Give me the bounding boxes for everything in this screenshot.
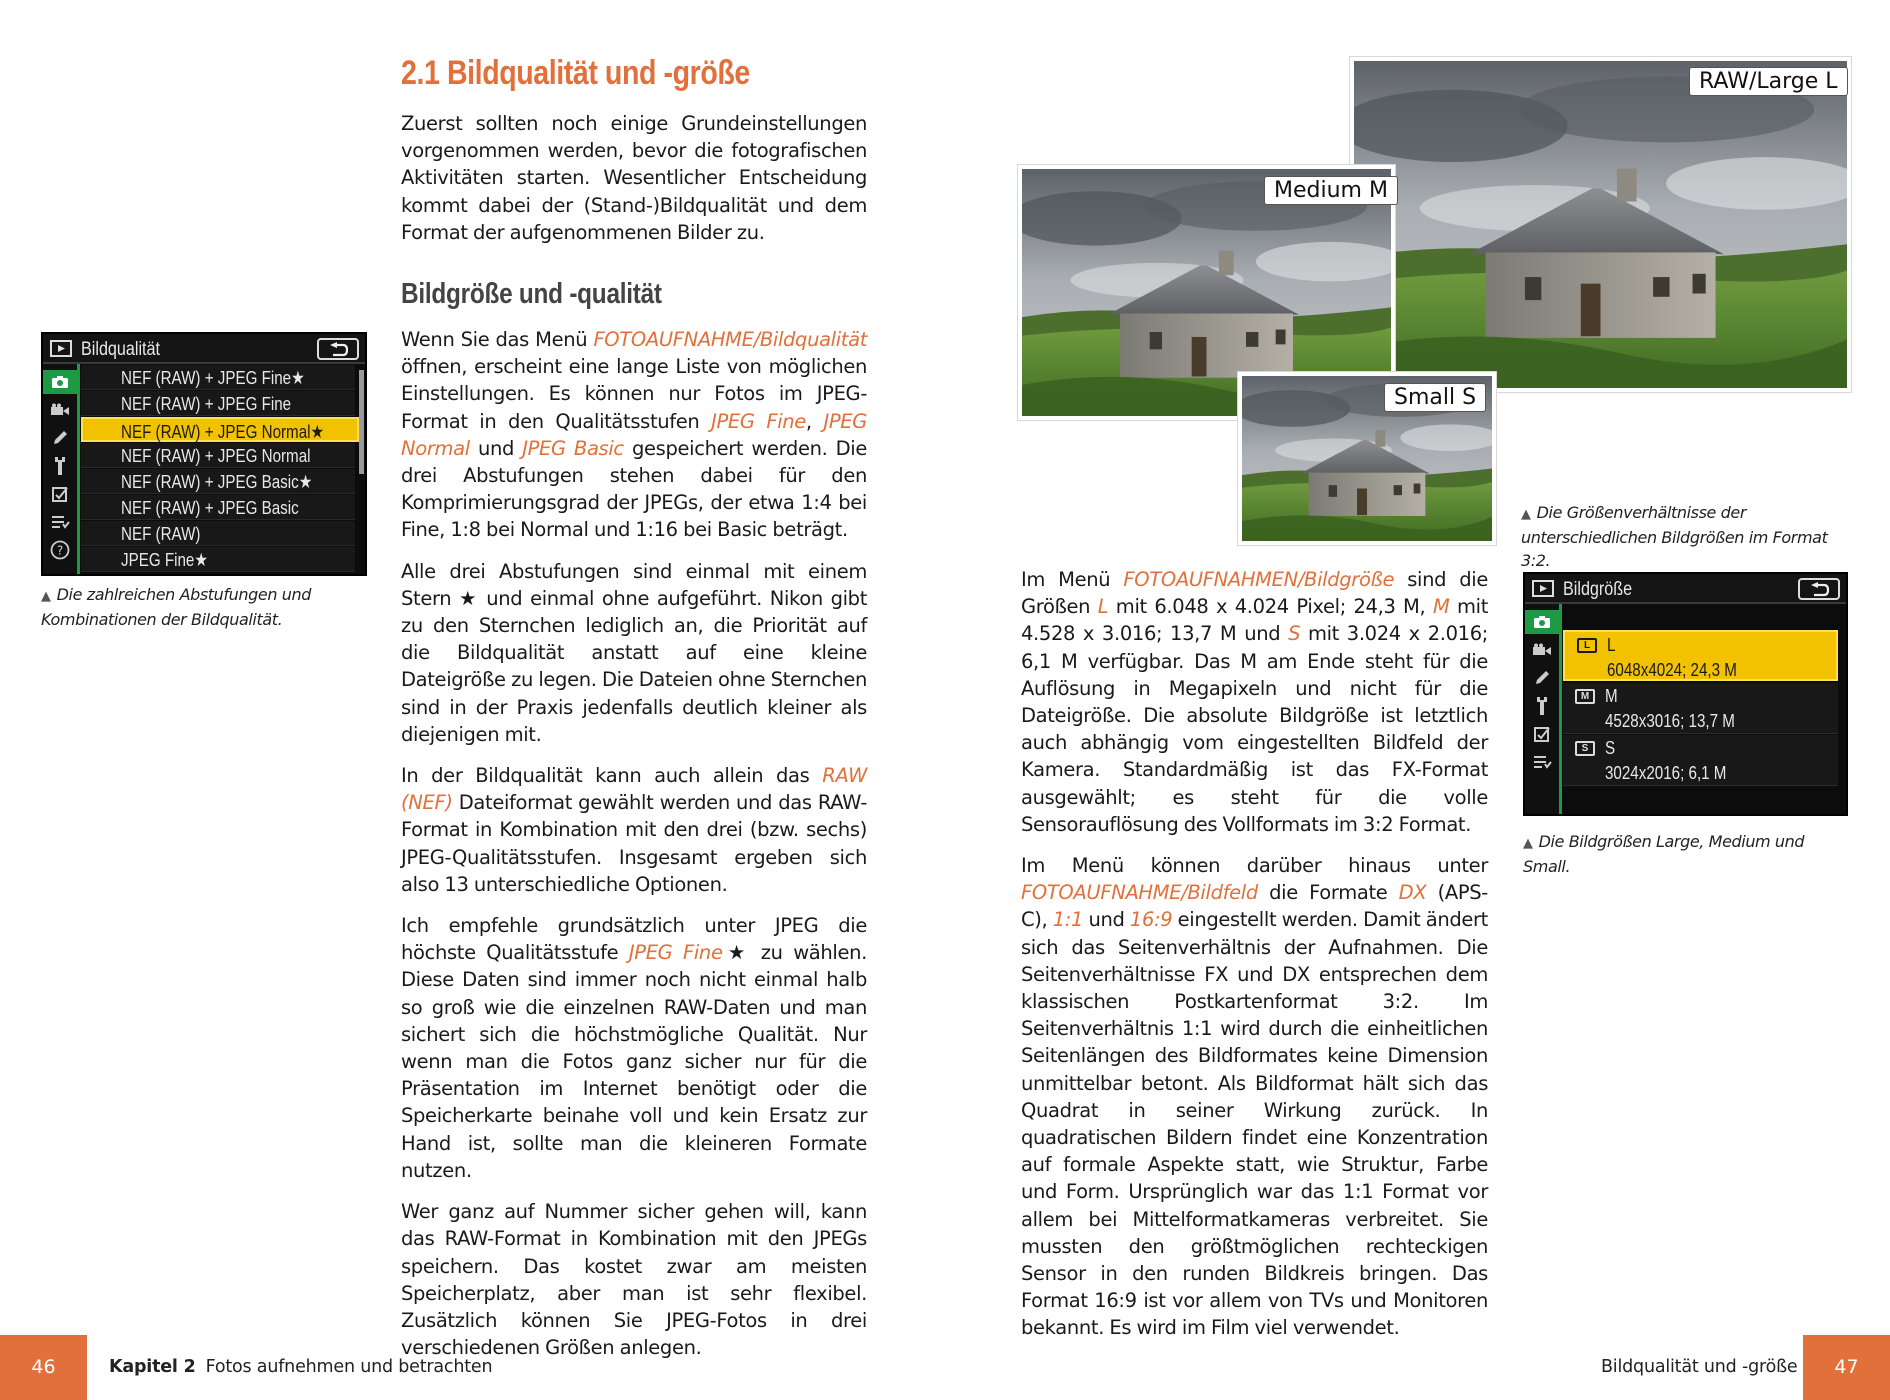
menu-title: Bildqualität bbox=[81, 339, 161, 360]
quality-option[interactable]: NEF (RAW) + JPEG Basic★ bbox=[81, 469, 355, 494]
landscape-photo-large bbox=[1354, 61, 1847, 388]
menu-title: Bildgröße bbox=[1563, 579, 1633, 600]
paragraph-raw: In der Bildqualität kann auch allein das RAW (NEF) Dateiformat gewählt werden und das RAW-Format in Kombination mit den drei (bzw. sechs) JPEG-Qualitätsstufen. Insgesamt ergeben sich also 13 unterschiedliche Optionen. bbox=[401, 764, 867, 896]
paragraph-raw-plus-jpeg: Wer ganz auf Nummer sicher gehen will, kann das RAW-Format in Kombination mit den JPEGs speichern. Das kostet zwar am meisten Speicherplatz, aber man ist sehr flexibel. Zusätzlich können Sie JPEG-Fotos in drei verschiedenen Größen anlegen. bbox=[401, 1200, 867, 1360]
size-option-large[interactable]: L L 6048x4024; 24,3 M bbox=[1563, 630, 1838, 681]
paragraph-quality-menu: Wenn Sie das Menü FOTOAUFNAHME/Bildqualität öffnen, erscheint eine lange Liste von möglichen Einstellungen. Es können nur Fotos im JPEG-Format in den Qualitätsstufen JPEG Fine, JPEG Normal und JPEG Basic gespeichert werden. Die drei Abstufungen stehen dabei für den Komprimierungsgrad der JPEGs, der etwa 1:4 bei Fine, 1:8 bei Normal und 1:16 bei Basic beträgt. bbox=[401, 328, 868, 542]
menu-header bbox=[1525, 574, 1846, 604]
label-large: RAW/Large L bbox=[1689, 67, 1848, 96]
pencil-icon[interactable] bbox=[48, 426, 72, 450]
page-title: 2.1 Bildqualität und -größe bbox=[401, 54, 750, 92]
retouch-icon[interactable] bbox=[1530, 722, 1554, 746]
quality-option[interactable]: NEF (RAW) + JPEG Fine★ bbox=[81, 365, 355, 390]
footer-section-title: Bildqualität und -größe bbox=[1601, 1357, 1798, 1377]
camera-icon[interactable] bbox=[1525, 610, 1559, 634]
size-menu-screenshot bbox=[1523, 572, 1848, 816]
wrench-icon[interactable] bbox=[1530, 694, 1554, 718]
quality-option[interactable]: NEF (RAW) + JPEG Basic bbox=[81, 495, 355, 520]
playback-icon bbox=[1532, 580, 1554, 602]
menu-sidebar bbox=[1525, 604, 1559, 814]
label-medium: Medium M bbox=[1264, 176, 1398, 205]
quality-menu-screenshot bbox=[41, 332, 367, 576]
my-menu-icon[interactable] bbox=[1530, 750, 1554, 774]
back-button[interactable] bbox=[1798, 578, 1840, 600]
pencil-icon[interactable] bbox=[1530, 666, 1554, 690]
back-icon bbox=[327, 342, 349, 358]
caption-triangle-icon: ▲ bbox=[1521, 507, 1531, 522]
paragraph-stars: Alle drei Abstufungen sind einmal mit einem Stern ★ und einmal ohne aufgeführt. Nikon gibt zu den Sternchen lediglich an, die Priorität auf die Bildqualität anstatt auf eine kleine Dateigröße zu legen. Die Dateien ohne Sternchen sind in der Praxis jedenfalls deutlich kleiner als diejenigen mit. bbox=[401, 559, 867, 746]
size-option-small[interactable]: S S 3024x2016; 6,1 M bbox=[1563, 735, 1838, 786]
label-small: Small S bbox=[1384, 383, 1486, 412]
retouch-icon[interactable] bbox=[48, 482, 72, 506]
size-option-medium[interactable]: M M 4528x3016; 13,7 M bbox=[1563, 683, 1838, 734]
quality-menu-caption: ▲ Die zahlreichen Abstufungen und Kombinationen der Bildqualität. bbox=[41, 585, 311, 629]
back-icon bbox=[1808, 582, 1830, 598]
menu-scrollbar[interactable] bbox=[359, 370, 364, 474]
photo-large bbox=[1350, 57, 1851, 392]
size-menu-caption: ▲ Die Bildgrößen Large, Medium und Small. bbox=[1523, 832, 1805, 876]
caption-triangle-icon: ▲ bbox=[41, 589, 51, 604]
quality-option-selected[interactable]: NEF (RAW) + JPEG Normal★ bbox=[81, 417, 359, 442]
menu-sidebar bbox=[43, 364, 77, 574]
caption-triangle-icon: ▲ bbox=[1523, 836, 1533, 851]
svg-text:?: ? bbox=[56, 543, 64, 558]
menu-path-highlight: FOTOAUFNAHME/Bildqualität bbox=[593, 328, 867, 351]
my-menu-icon[interactable] bbox=[48, 510, 72, 534]
size-badge-icon: S bbox=[1575, 741, 1595, 756]
footer-chapter: Kapitel 2 Fotos aufnehmen und betrachten bbox=[109, 1357, 493, 1377]
camera-icon[interactable] bbox=[43, 370, 77, 394]
quality-option[interactable]: NEF (RAW) + JPEG Fine bbox=[81, 391, 355, 416]
quality-option[interactable]: NEF (RAW) bbox=[81, 521, 355, 546]
quality-option[interactable]: NEF (RAW) + JPEG Normal bbox=[81, 443, 355, 468]
right-text-column bbox=[1021, 566, 1488, 1356]
movie-icon[interactable] bbox=[1530, 638, 1554, 662]
movie-icon[interactable] bbox=[48, 398, 72, 422]
section-subtitle: Bildgröße und -qualität bbox=[401, 278, 662, 310]
page-number-right: 47 bbox=[1803, 1335, 1890, 1400]
help-icon[interactable] bbox=[48, 538, 72, 562]
quality-option[interactable]: JPEG Fine★ bbox=[81, 547, 355, 572]
paragraph-recommendation: Ich empfehle grundsätzlich unter JPEG die höchste Qualitätsstufe JPEG Fine★ zu wählen. Diese Daten sind immer noch nicht einmal halb so groß wie die einzelnen RAW-Daten und man sichert sich die höchstmögliche Qualität. Nur wenn man die Fotos ganz sicher nur für die Präsentation im Internet benötigt oder die Speicherkarte beinahe voll und kein Ersatz zur Hand ist, sollte man die kleineren Formate nutzen. bbox=[401, 914, 867, 1182]
menu-accent-bar bbox=[77, 364, 80, 574]
wrench-icon[interactable] bbox=[48, 454, 72, 478]
size-badge-icon: M bbox=[1575, 689, 1595, 704]
photos-caption: ▲ Die Größenverhältnisse der unterschiedlichen Bildgrößen im Format 3:2. bbox=[1521, 503, 1828, 570]
page-number-left: 46 bbox=[0, 1335, 87, 1400]
left-text-column bbox=[401, 326, 867, 1375]
intro-paragraph: Zuerst sollten noch einige Grundeinstellungen vorgenommen werden, bevor die fotografischen Aktivitäten starten. Wesentlicher Entscheidung kommt dabei der (Stand-)Bildqualität und dem Format der aufgenommenen Bilder zu. bbox=[401, 112, 867, 244]
size-badge-icon: L bbox=[1577, 638, 1597, 653]
menu-header bbox=[43, 334, 365, 364]
back-button[interactable] bbox=[317, 338, 359, 360]
menu-accent-bar bbox=[1559, 604, 1562, 814]
paragraph-image-size: Im Menü FOTOAUFNAHMEN/Bildgröße sind die Größen L mit 6.048 x 4.024 Pixel; 24,3 M, M mit 4.528 x 3.016; 13,7 M und S mit 3.024 x 2.016; 6,1 M verfügbar. Das M am Ende steht für die Auflösung in Megapixeln und nicht für die Dateigröße. Die absolute Bildgröße ist letztlich auch abhängig vom eingestellten Bildfeld der Kamera. Standardmäßig ist das FX-Format ausgewählt; es steht für die volle Sensorauflösung des Vollformats im 3:2 Format. bbox=[1021, 568, 1488, 836]
paragraph-image-area: Im Menü können darüber hinaus unter FOTOAUFNAHME/Bildfeld die Formate DX (APS-C), 1:1 und 16:9 eingestellt werden. Damit ändert sich das Seitenverhältnis der Aufnahmen. Die Seitenverhältnisse FX und DX entsprechen dem klassischen Postkartenformat 3:2. Im Seitenverhältnis 1:1 wird durch die einheitlichen Seitenlängen des Bildformates keine Dimension unmittelbar betont. Als Bildformat hält sich das Quadrat in seiner Wirkung zurück. In quadratischen Bildern findet eine Konzentration auf formale Aspekte statt, wie Struktur, Farbe und Form. Ursprünglich war das 1:1 Format vor allem bei Mittelformatkameras verbreitet. Sie mussten den größtmöglichen rechteckigen Sensor in den runden Bildkreis bringen. Das Format 16:9 ist vor allem von TVs und Monitoren bekannt. Es wird im Film viel verwendet. bbox=[1021, 854, 1488, 1340]
playback-icon bbox=[50, 340, 72, 362]
